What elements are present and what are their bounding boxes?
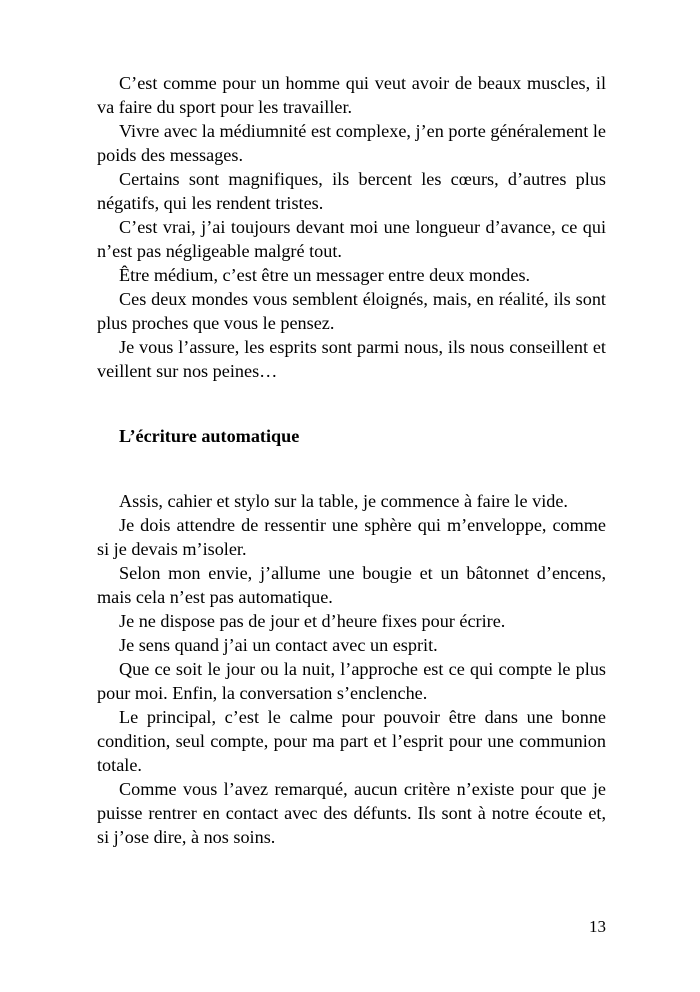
paragraph: Je sens quand j’ai un contact avec un esprit. — [119, 635, 438, 655]
paragraph: C’est comme pour un homme qui veut avoir de beaux muscles, il va faire du sport pour les travailler. — [97, 73, 606, 117]
paragraph: Certains sont magnifiques, ils bercent les cœurs, d’autres plus négatifs, qui les rendent tristes. — [97, 169, 606, 213]
page-number: 13 — [589, 917, 606, 936]
paragraph: Je dois attendre de ressentir une sphère qui m’enveloppe, comme si je devais m’isoler. — [97, 515, 606, 559]
section-2-text — [97, 489, 606, 849]
section-1-text — [97, 71, 606, 383]
paragraph: Ces deux mondes vous semblent éloignés, mais, en réalité, ils sont plus proches que vous le pensez. — [97, 289, 606, 333]
paragraph: Selon mon envie, j’allume une bougie et un bâtonnet d’encens, mais cela n’est pas automatique. — [97, 563, 606, 607]
paragraph: Je ne dispose pas de jour et d’heure fixes pour écrire. — [119, 611, 506, 631]
paragraph: Comme vous l’avez remarqué, aucun critère n’existe pour que je puisse rentrer en contact avec des défunts. Ils sont à notre écoute et, si j’ose dire, à nos soins. — [97, 779, 606, 847]
page-body — [97, 71, 606, 849]
paragraph: Assis, cahier et stylo sur la table, je commence à faire le vide. — [119, 491, 568, 511]
paragraph: Je vous l’assure, les esprits sont parmi nous, ils nous conseillent et veillent sur nos peines… — [97, 337, 606, 381]
paragraph: Vivre avec la médiumnité est complexe, j’en porte généralement le poids des messages. — [97, 121, 606, 165]
paragraph: Que ce soit le jour ou la nuit, l’approche est ce qui compte le plus pour moi. Enfin, la conversation s’enclenche. — [97, 659, 606, 703]
section-heading: L’écriture automatique — [119, 426, 300, 446]
paragraph: Le principal, c’est le calme pour pouvoir être dans une bonne condition, seul compte, pour ma part et l’esprit pour une communion totale. — [97, 707, 606, 775]
paragraph: Être médium, c’est être un messager entre deux mondes. — [119, 265, 531, 285]
paragraph: C’est vrai, j’ai toujours devant moi une longueur d’avance, ce qui n’est pas négligeable malgré tout. — [97, 217, 606, 261]
